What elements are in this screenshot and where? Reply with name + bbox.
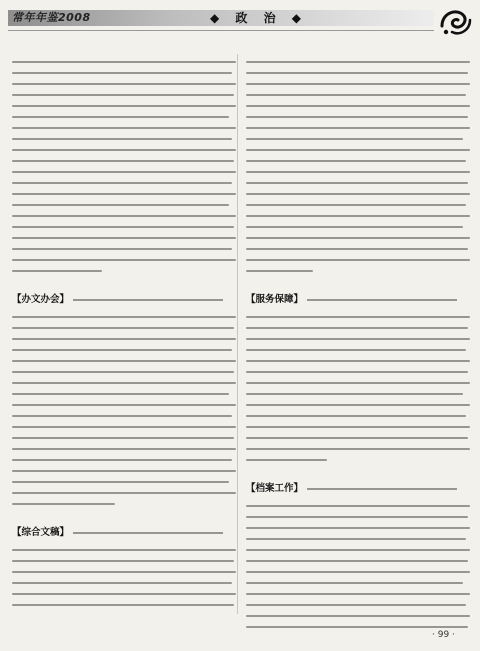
column-separator xyxy=(237,54,238,614)
right-column xyxy=(246,52,470,628)
paragraph-block xyxy=(246,316,470,461)
page-header xyxy=(0,0,480,46)
section-tag: 【服务保障】 xyxy=(246,294,304,305)
left-column xyxy=(12,52,236,606)
section-tag: 【档案工作】 xyxy=(246,483,304,494)
header-rule xyxy=(8,30,434,31)
paragraph-block xyxy=(246,61,470,272)
section-heading xyxy=(12,525,236,540)
book-title: 常年年鉴2008 xyxy=(12,11,91,24)
section-heading xyxy=(246,481,470,496)
paragraph-block xyxy=(12,549,236,606)
paragraph-block xyxy=(12,316,236,505)
section-tag: 【办文办会】 xyxy=(12,294,70,305)
section-heading xyxy=(246,292,470,307)
section-title: ◆ 政 治 ◆ xyxy=(210,11,307,25)
section-heading xyxy=(12,292,236,307)
paragraph-block xyxy=(12,61,236,272)
yearbook-logo-icon xyxy=(436,2,474,40)
page-number: · 99 · xyxy=(432,630,455,640)
section-tag: 【综合文稿】 xyxy=(12,527,70,538)
paragraph-block xyxy=(246,505,470,628)
